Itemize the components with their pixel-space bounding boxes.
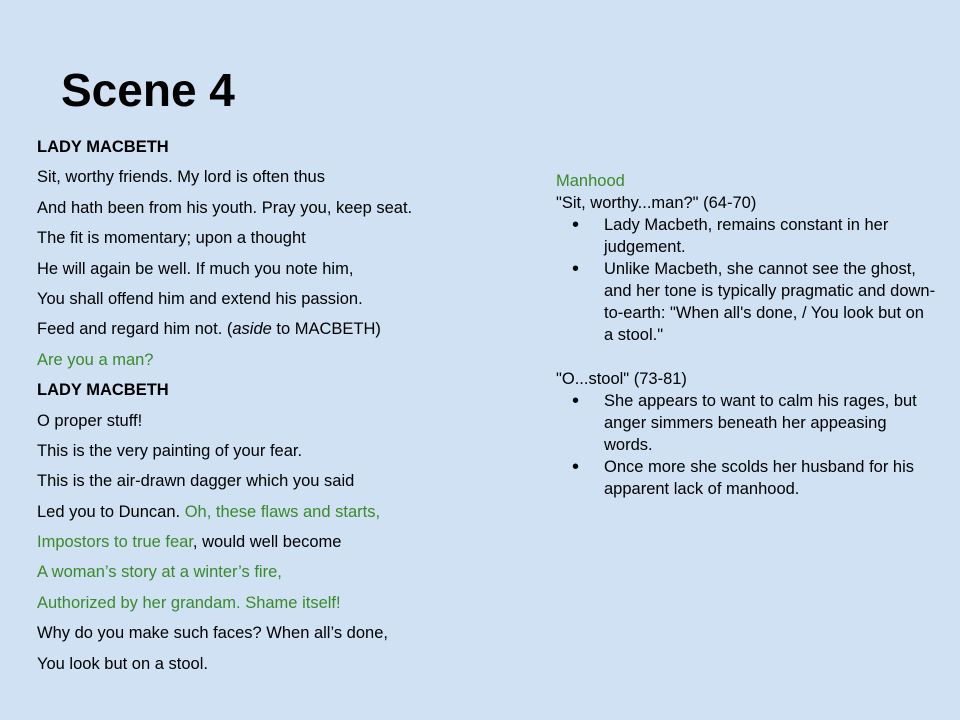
- quote-reference: "O...stool" (73-81): [556, 370, 687, 388]
- stage-direction-text: aside: [232, 320, 272, 339]
- bullet-icon: •: [572, 456, 580, 478]
- quote-text: to MACBETH): [271, 320, 381, 339]
- highlighted-text: Impostors to true fear: [37, 533, 193, 552]
- highlighted-text: A woman’s story at a winter’s fire,: [37, 563, 282, 582]
- bullet-icon: •: [572, 258, 580, 280]
- bullet-text: Once more she scolds her husband for his apparent lack of manhood.: [604, 458, 914, 498]
- quote-reference: "Sit, worthy...man?" (64-70): [556, 194, 757, 212]
- quote-line: [37, 497, 537, 527]
- quote-line: [37, 466, 537, 496]
- bullet-item: [556, 214, 936, 258]
- quote-line: [37, 588, 537, 618]
- play-excerpt: [37, 132, 537, 679]
- slide-title: Scene 4: [61, 64, 235, 116]
- bullet-text: Lady Macbeth, remains constant in her judgement.: [604, 216, 889, 256]
- bullet-text: Unlike Macbeth, she cannot see the ghost, and her tone is typically pragmatic and down-to-earth: "When all's done, / You look but on a stool.": [604, 260, 936, 344]
- speaker-name: [37, 132, 537, 162]
- speaker-name: [37, 375, 537, 405]
- quote-text: And hath been from his youth. Pray you, keep seat.: [37, 198, 413, 217]
- bullet-item: [556, 390, 936, 456]
- quote-text: LADY MACBETH: [37, 381, 169, 400]
- bullet-item: [556, 258, 936, 346]
- quote-line: [37, 345, 537, 375]
- quote-line: [37, 406, 537, 436]
- quote-line: [37, 557, 537, 587]
- quote-line: [37, 223, 537, 253]
- bullet-icon: •: [572, 390, 580, 412]
- quote-text: LADY MACBETH: [37, 138, 169, 156]
- bullet-text: She appears to want to calm his rages, but anger simmers beneath her appeasing words.: [604, 392, 917, 454]
- highlighted-text: Are you a man?: [37, 350, 154, 369]
- quote-line: [37, 618, 537, 648]
- quote-line: [37, 193, 537, 223]
- quote-line: [37, 284, 537, 314]
- analysis-notes: [556, 170, 936, 500]
- quote-text: He will again be well. If much you note him,: [37, 259, 354, 278]
- quote-line: [37, 527, 537, 557]
- bullet-icon: •: [572, 214, 580, 236]
- quote-text: Led you to Duncan.: [37, 502, 185, 521]
- quote-text: Feed and regard him not. (: [37, 320, 233, 339]
- highlighted-text: Oh, these flaws and starts,: [184, 502, 381, 521]
- notes-heading: Manhood: [556, 172, 625, 190]
- highlighted-text: Authorized by her grandam. Shame itself!: [37, 593, 341, 612]
- quote-line: [37, 436, 537, 466]
- quote-text: You look but on a stool.: [37, 654, 208, 673]
- quote-text: Sit, worthy friends. My lord is often thus: [37, 168, 325, 187]
- quote-text: O proper stuff!: [37, 411, 143, 430]
- quote-line: [37, 254, 537, 284]
- quote-text: Why do you make such faces? When all’s done,: [37, 624, 388, 643]
- quote-text: The fit is momentary; upon a thought: [37, 229, 306, 248]
- bullet-item: [556, 456, 936, 500]
- quote-text: You shall offend him and extend his passion.: [37, 289, 363, 308]
- quote-text: , would well become: [192, 533, 342, 552]
- quote-line: [37, 162, 537, 192]
- quote-text: This is the air-drawn dagger which you said: [37, 472, 355, 491]
- quote-line: [37, 314, 537, 344]
- bullet-list: [556, 214, 936, 346]
- quote-line: [37, 649, 537, 679]
- quote-text: This is the very painting of your fear.: [37, 441, 303, 460]
- bullet-list: [556, 390, 936, 500]
- spacer: [556, 346, 936, 368]
